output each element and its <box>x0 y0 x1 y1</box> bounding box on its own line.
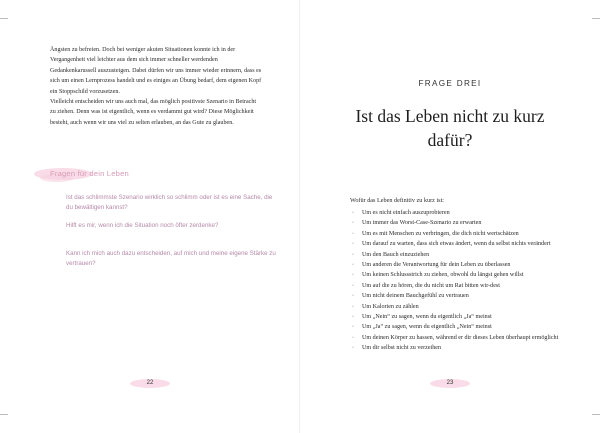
bullet-mark: · <box>352 241 355 248</box>
list-item-text: Um keinen Schlussstrich zu ziehen, obwohl du längst gehen willst <box>362 272 524 279</box>
list-item <box>350 322 580 332</box>
list-item <box>350 250 580 260</box>
list-item-text: Um dir selbst nicht zu verzeihen <box>362 345 442 352</box>
list-item-text: Um den Bauch einzuziehen <box>362 251 430 258</box>
list-item-text: Um „Ja“ zu sagen, wenn du eigentlich „Nein“ meinst <box>362 324 492 331</box>
bullet-mark: · <box>352 324 355 331</box>
list-item <box>350 229 580 239</box>
bullet-mark: · <box>352 303 355 310</box>
bullet-mark: · <box>352 230 355 237</box>
reasons-list <box>350 208 580 354</box>
list-item-text: Um anderen die Verantwortung für dein Leben zu überlassen <box>362 262 511 269</box>
list-item-text: Um auf die zu hören, die du nicht um Rat bitten wir-dest <box>362 282 500 289</box>
page-number-left <box>136 376 164 390</box>
list-item <box>350 291 580 301</box>
list-item-text: Um immer das Worst-Case-Szenario zu erwarten <box>362 220 482 227</box>
list-item-text: Um es nicht einfach auszuprobieren <box>362 210 450 216</box>
list-item-text: Um darauf zu warten, dass sich etwas ändert, wenn du selbst nichts verändert <box>362 241 551 248</box>
list-intro: Wofür das Leben definitiv zu kurz ist: <box>350 197 445 204</box>
body-paragraph-1: Ängsten zu befreien. Doch bei weniger akuten Situationen konnte ich in der Vergangenheit viel leichter aus dem sich immer schneller werdenden Gedankenkarussell auszusteigen. Dabei dürfen wir uns immer wieder erinnern, dass es sich um einen Lernprozess handelt und es einiges an Übung bedarf, dem eigenen Kopf ein Stoppschild vorzusetzen. <box>50 47 262 95</box>
list-item <box>350 343 580 353</box>
bullet-mark: · <box>352 345 355 352</box>
page-number-text: 22 <box>146 380 154 386</box>
list-item-text: Um Kalorien zu zählen <box>362 303 419 310</box>
body-paragraph-2: Vielleicht entscheiden wir uns auch mal, das möglich positivste Szenario in Betracht zu ziehen. Denn was ist eigentlich, wenn es verdammt gut wird? Diese Möglichkeit besteht, auch wenn wir uns viel zu selten erlauben, an das Gute zu glauben. <box>50 99 257 126</box>
right-page <box>300 0 600 433</box>
section-heading: Fragen für dein Leben <box>50 169 129 178</box>
list-item <box>350 312 580 322</box>
left-body-text <box>50 45 262 128</box>
list-item-text: Um „Nein“ zu sagen, wenn du eigentlich „Ja“ meinst <box>362 314 492 321</box>
bullet-mark: · <box>352 251 355 258</box>
bullet-mark: · <box>352 220 355 227</box>
list-item <box>350 239 580 249</box>
page-number-right <box>436 376 464 390</box>
bullet-mark: · <box>352 262 355 269</box>
question-1: Ist das schlimmste Szenario wirklich so schlimm oder ist es eine Sache, die du bewältigen kannst? <box>66 194 273 212</box>
list-item <box>350 333 580 343</box>
chapter-label: FRAGE DREI <box>418 79 482 88</box>
bullet-mark: · <box>352 210 355 216</box>
list-item <box>350 208 580 218</box>
list-item <box>350 260 580 270</box>
list-item-text: Um es mit Menschen zu verbringen, die dich nicht wertschätzen <box>362 230 519 237</box>
bullet-mark: · <box>352 334 355 341</box>
list-item-text: Um nicht deinem Bauchgefühl zu vertrauen <box>362 293 469 300</box>
question-2: Hilft es mir, wenn ich die Situation noch öfter zerdenke? <box>66 222 219 229</box>
list-item-text: Um deinen Körper zu hassen, während er dir dieses Leben überhaupt ermöglicht <box>362 334 559 341</box>
bullet-mark: · <box>352 314 355 321</box>
bullet-mark: · <box>352 272 355 279</box>
list-item <box>350 281 580 291</box>
bullet-mark: · <box>352 293 355 300</box>
list-item <box>350 218 580 228</box>
bullet-mark: · <box>352 282 355 289</box>
list-item <box>350 270 580 280</box>
chapter-title: Ist das Leben nicht zu kurz dafür? <box>355 106 545 150</box>
question-3: Kann ich mich auch dazu entscheiden, auf mich und meine eigene Stärke zu vertrauen? <box>66 250 276 268</box>
list-item <box>350 302 580 312</box>
page-number-text: 23 <box>446 380 454 386</box>
